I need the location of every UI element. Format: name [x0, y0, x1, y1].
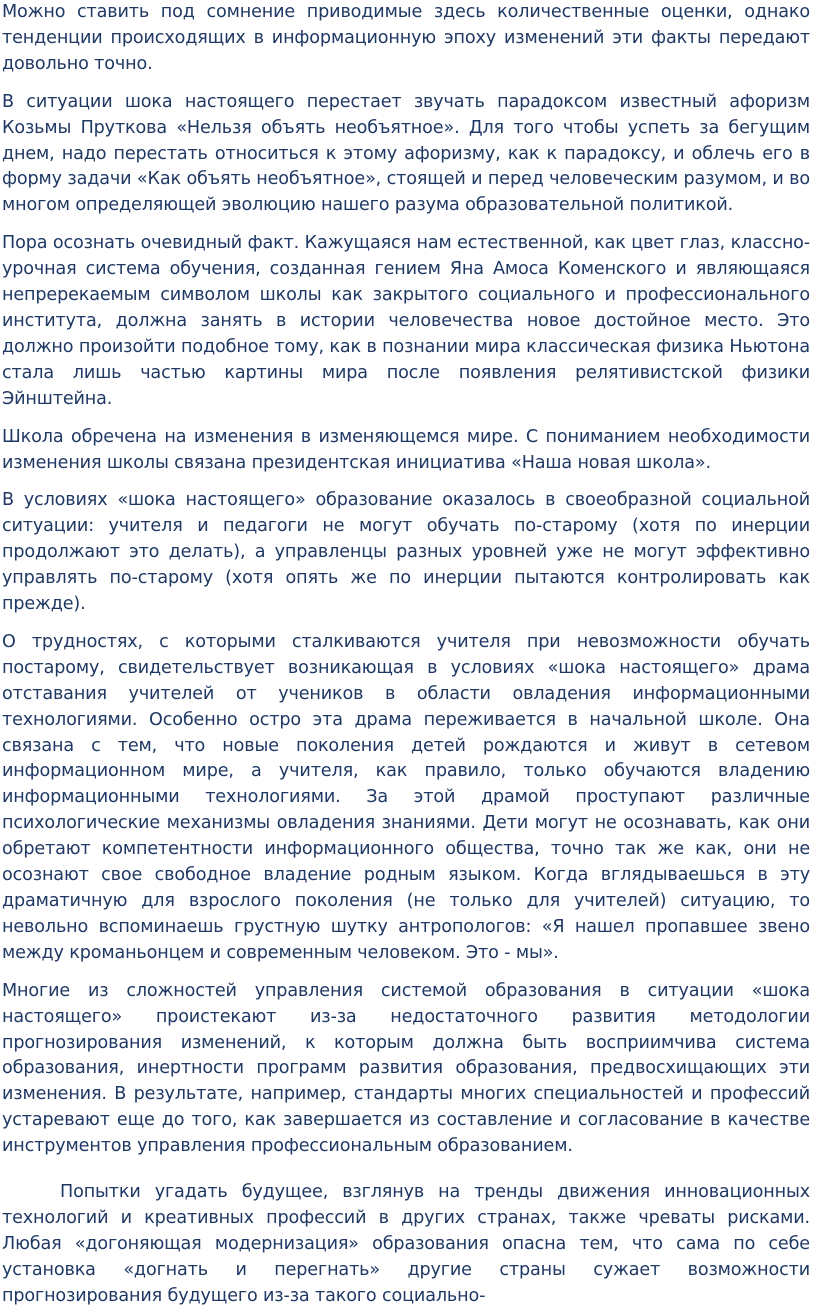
paragraph-1: Можно ставить под сомнение приводимые здесь количественные оценки, однако тенденции происходящих в информационную эпоху изменений эти факты передают довольно точно.: [2, 2, 810, 74]
paragraph-6: О трудностях, с которыми сталкиваются учителя при невозможности обучать постарому, свидетельствует возникающая в условиях «шока настоящего» драма отставания учителей от учеников в области овладения информационными технологиями. Особенно остро эта драма переживается в начальной школе. Она связана с тем, что новые поколения детей рождаются и живут в сетевом информационном мире, а учителя, как правило, только обучаются владению информационными технологиями. За этой драмой проступают различные психологические механизмы овладения знаниями. Дети могут не осознавать, как они обретают компетентности информационного общества, точно так же как, они не осознают свое свободное владение родным языком. Когда вглядываешься в эту драматичную для взрослого поколения (не только для учителей) ситуацию, то невольно вспоминаешь грустную шутку антропологов: «Я нашел пропавшее звено между кроманьонцем и современным человеком. Это - мы».: [2, 631, 810, 963]
paragraph-5: В условиях «шока настоящего» образование оказалось в своеобразной социальной ситуации: учителя и педагоги не могут обучать по-старому (хотя по инерции продолжают это делать), а управленцы разных уровней уже не могут эффективно управлять по-старому (хотя опять же по инерции пытаются контролировать как прежде).: [2, 490, 810, 615]
paragraph-8: Попытки угадать будущее, взглянув на тренды движения инновационных технологий и креативных профессий в других странах, также чреваты рисками. Любая «догоняющая модернизация» образования опасна тем, что сама по себе установка «догнать и перегнать» другие страны сужает возможности прогнозирования будущего из-за такого социально-: [2, 1182, 810, 1306]
paragraph-7: Многие из сложностей управления системой образования в ситуации «шока настоящего» проистекают из-за недостаточного развития методологии прогнозирования изменений, к которым должна быть восприимчива система образования, инертности программ развития образования, предвосхищающих эти изменения. В результате, например, стандарты многих специальностей и профессий устаревают еще до того, как завершается из составление и согласование в качестве инструментов управления профессиональным образованием.: [2, 980, 810, 1157]
document-page: [2, 0, 810, 1310]
paragraph-4: Школа обречена на изменения в изменяющемся мире. С пониманием необходимости изменения школы связана президентская инициатива «Наша новая школа».: [2, 426, 810, 473]
paragraph-3: Пора осознать очевидный факт. Кажущаяся нам естественной, как цвет глаз, классно-урочная система обучения, созданная гением Яна Амоса Коменского и являющаяся непререкаемым символом школы как закрытого социального и профессионального института, должна занять в истории человечества новое достойное место. Это должно произойти подобное тому, как в познании мира классическая физика Ньютона стала лишь частью картины мира после появления релятивистской физики Эйнштейна.: [2, 233, 810, 409]
paragraph-2: В ситуации шока настоящего перестает звучать парадоксом известный афоризм Козьмы Пруткова «Нельзя объять необъятное». Для того чтобы успеть за бегущим днем, надо перестать относиться к этому афоризму, как к парадоксу, и облечь его в форму задачи «Как объять необъятное», стоящей и перед человеческим разумом, и во многом определяющей эволюцию нашего разума образовательной политикой.: [2, 91, 810, 216]
